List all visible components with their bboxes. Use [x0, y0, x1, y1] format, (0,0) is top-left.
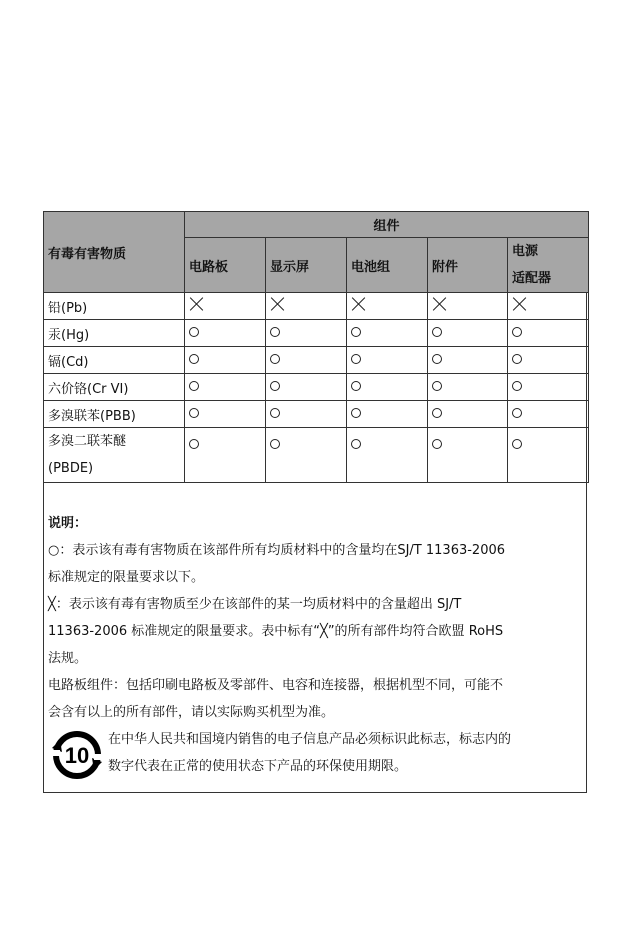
within-limit-mark: [432, 354, 442, 364]
note-text: 法规。: [48, 651, 88, 666]
presence-cell: [185, 320, 266, 347]
exceeds-limit-mark: [432, 297, 446, 311]
within-limit-mark: [189, 381, 199, 391]
presence-cell: [508, 428, 589, 483]
exceeds-limit-mark: [512, 297, 526, 311]
substance-name: 六价铬(Cr VI): [44, 374, 185, 401]
within-limit-mark: [189, 408, 199, 418]
within-limit-mark: [351, 439, 361, 449]
table-row: [44, 374, 589, 401]
table-row: [44, 428, 589, 483]
presence-cell: [266, 428, 347, 483]
table-row: [44, 347, 589, 374]
presence-cell: [508, 320, 589, 347]
presence-cell: [347, 347, 428, 374]
column-header: 附件: [428, 238, 508, 293]
within-limit-mark: [351, 327, 361, 337]
notes-heading: 说明：: [48, 516, 88, 531]
presence-cell: [428, 293, 508, 320]
presence-cell: [508, 374, 589, 401]
table-row: [44, 320, 589, 347]
presence-cell: [185, 428, 266, 483]
presence-cell: [266, 401, 347, 428]
presence-cell: [428, 401, 508, 428]
substance-name: 汞(Hg): [44, 320, 185, 347]
hazardous-substance-table: [43, 211, 589, 483]
presence-cell: [185, 347, 266, 374]
within-limit-mark: [351, 354, 361, 364]
corner-header: 有毒有害物质: [44, 212, 185, 293]
svg-text:10: 10: [64, 743, 90, 768]
presence-cell: [428, 374, 508, 401]
within-limit-mark: [512, 354, 522, 364]
presence-cell: [185, 401, 266, 428]
epup-section: [48, 726, 582, 784]
within-limit-mark: [270, 408, 280, 418]
within-limit-mark: [270, 354, 280, 364]
table-row: [44, 293, 589, 320]
within-limit-mark: [512, 408, 522, 418]
column-header: 电池组: [347, 238, 428, 293]
presence-cell: [185, 374, 266, 401]
substance-name: 多溴二联苯醚 (PBDE): [44, 428, 185, 483]
exceeds-limit-mark: [189, 297, 203, 311]
within-limit-mark: [270, 439, 280, 449]
note-text: 电路板组件：包括印刷电路板及零部件、电容和连接器，根据机型不同，可能不: [48, 678, 504, 693]
note-text: 数字代表在正常的使用状态下产品的环保使用期限。: [108, 759, 408, 774]
within-limit-mark: [351, 381, 361, 391]
substance-name: 多溴联苯(PBB): [44, 401, 185, 428]
within-limit-mark: [512, 439, 522, 449]
note-text: 会含有以上的所有部件，请以实际购买机型为准。: [48, 705, 335, 720]
presence-cell: [428, 347, 508, 374]
within-limit-mark: [270, 327, 280, 337]
within-limit-mark: [432, 408, 442, 418]
within-limit-mark: [189, 327, 199, 337]
column-header: 显示屏: [266, 238, 347, 293]
within-limit-mark: [512, 381, 522, 391]
note-text: ○：表示该有毒有害物质在该部件所有均质材料中的含量均在SJ/T 11363-2006: [48, 543, 506, 558]
presence-cell: [347, 401, 428, 428]
exceeds-limit-mark: [351, 297, 365, 311]
exceeds-limit-mark: [270, 297, 284, 311]
presence-cell: [185, 293, 266, 320]
presence-cell: [347, 293, 428, 320]
note-text: 11363-2006 标准规定的限量要求。表中标有“╳”的所有部件均符合欧盟 RoHS: [48, 624, 504, 639]
recycle-period-icon: [46, 726, 108, 784]
presence-cell: [266, 293, 347, 320]
presence-cell: [508, 293, 589, 320]
substance-name: 铅(Pb): [44, 293, 185, 320]
presence-cell: [508, 347, 589, 374]
note-text: 标准规定的限量要求以下。: [48, 570, 205, 585]
substance-name: 镉(Cd): [44, 347, 185, 374]
within-limit-mark: [512, 327, 522, 337]
note-text: 在中华人民共和国境内销售的电子信息产品必须标识此标志，标志内的: [108, 732, 512, 747]
within-limit-mark: [432, 439, 442, 449]
table-row: [44, 401, 589, 428]
within-limit-mark: [432, 381, 442, 391]
within-limit-mark: [351, 408, 361, 418]
presence-cell: [266, 320, 347, 347]
notes: [48, 510, 582, 784]
presence-cell: [428, 320, 508, 347]
note-text: ╳：表示该有毒有害物质至少在该部件的某一均质材料中的含量超出 SJ/T: [48, 597, 462, 612]
within-limit-mark: [270, 381, 280, 391]
presence-cell: [508, 401, 589, 428]
rohs-declaration: [43, 211, 587, 793]
column-header: 电源 适配器: [508, 238, 589, 293]
presence-cell: [266, 347, 347, 374]
presence-cell: [347, 374, 428, 401]
presence-cell: [347, 428, 428, 483]
presence-cell: [428, 428, 508, 483]
column-header: 电路板: [185, 238, 266, 293]
components-group-header: 组件: [185, 212, 589, 238]
presence-cell: [266, 374, 347, 401]
within-limit-mark: [189, 354, 199, 364]
presence-cell: [347, 320, 428, 347]
within-limit-mark: [189, 439, 199, 449]
within-limit-mark: [432, 327, 442, 337]
